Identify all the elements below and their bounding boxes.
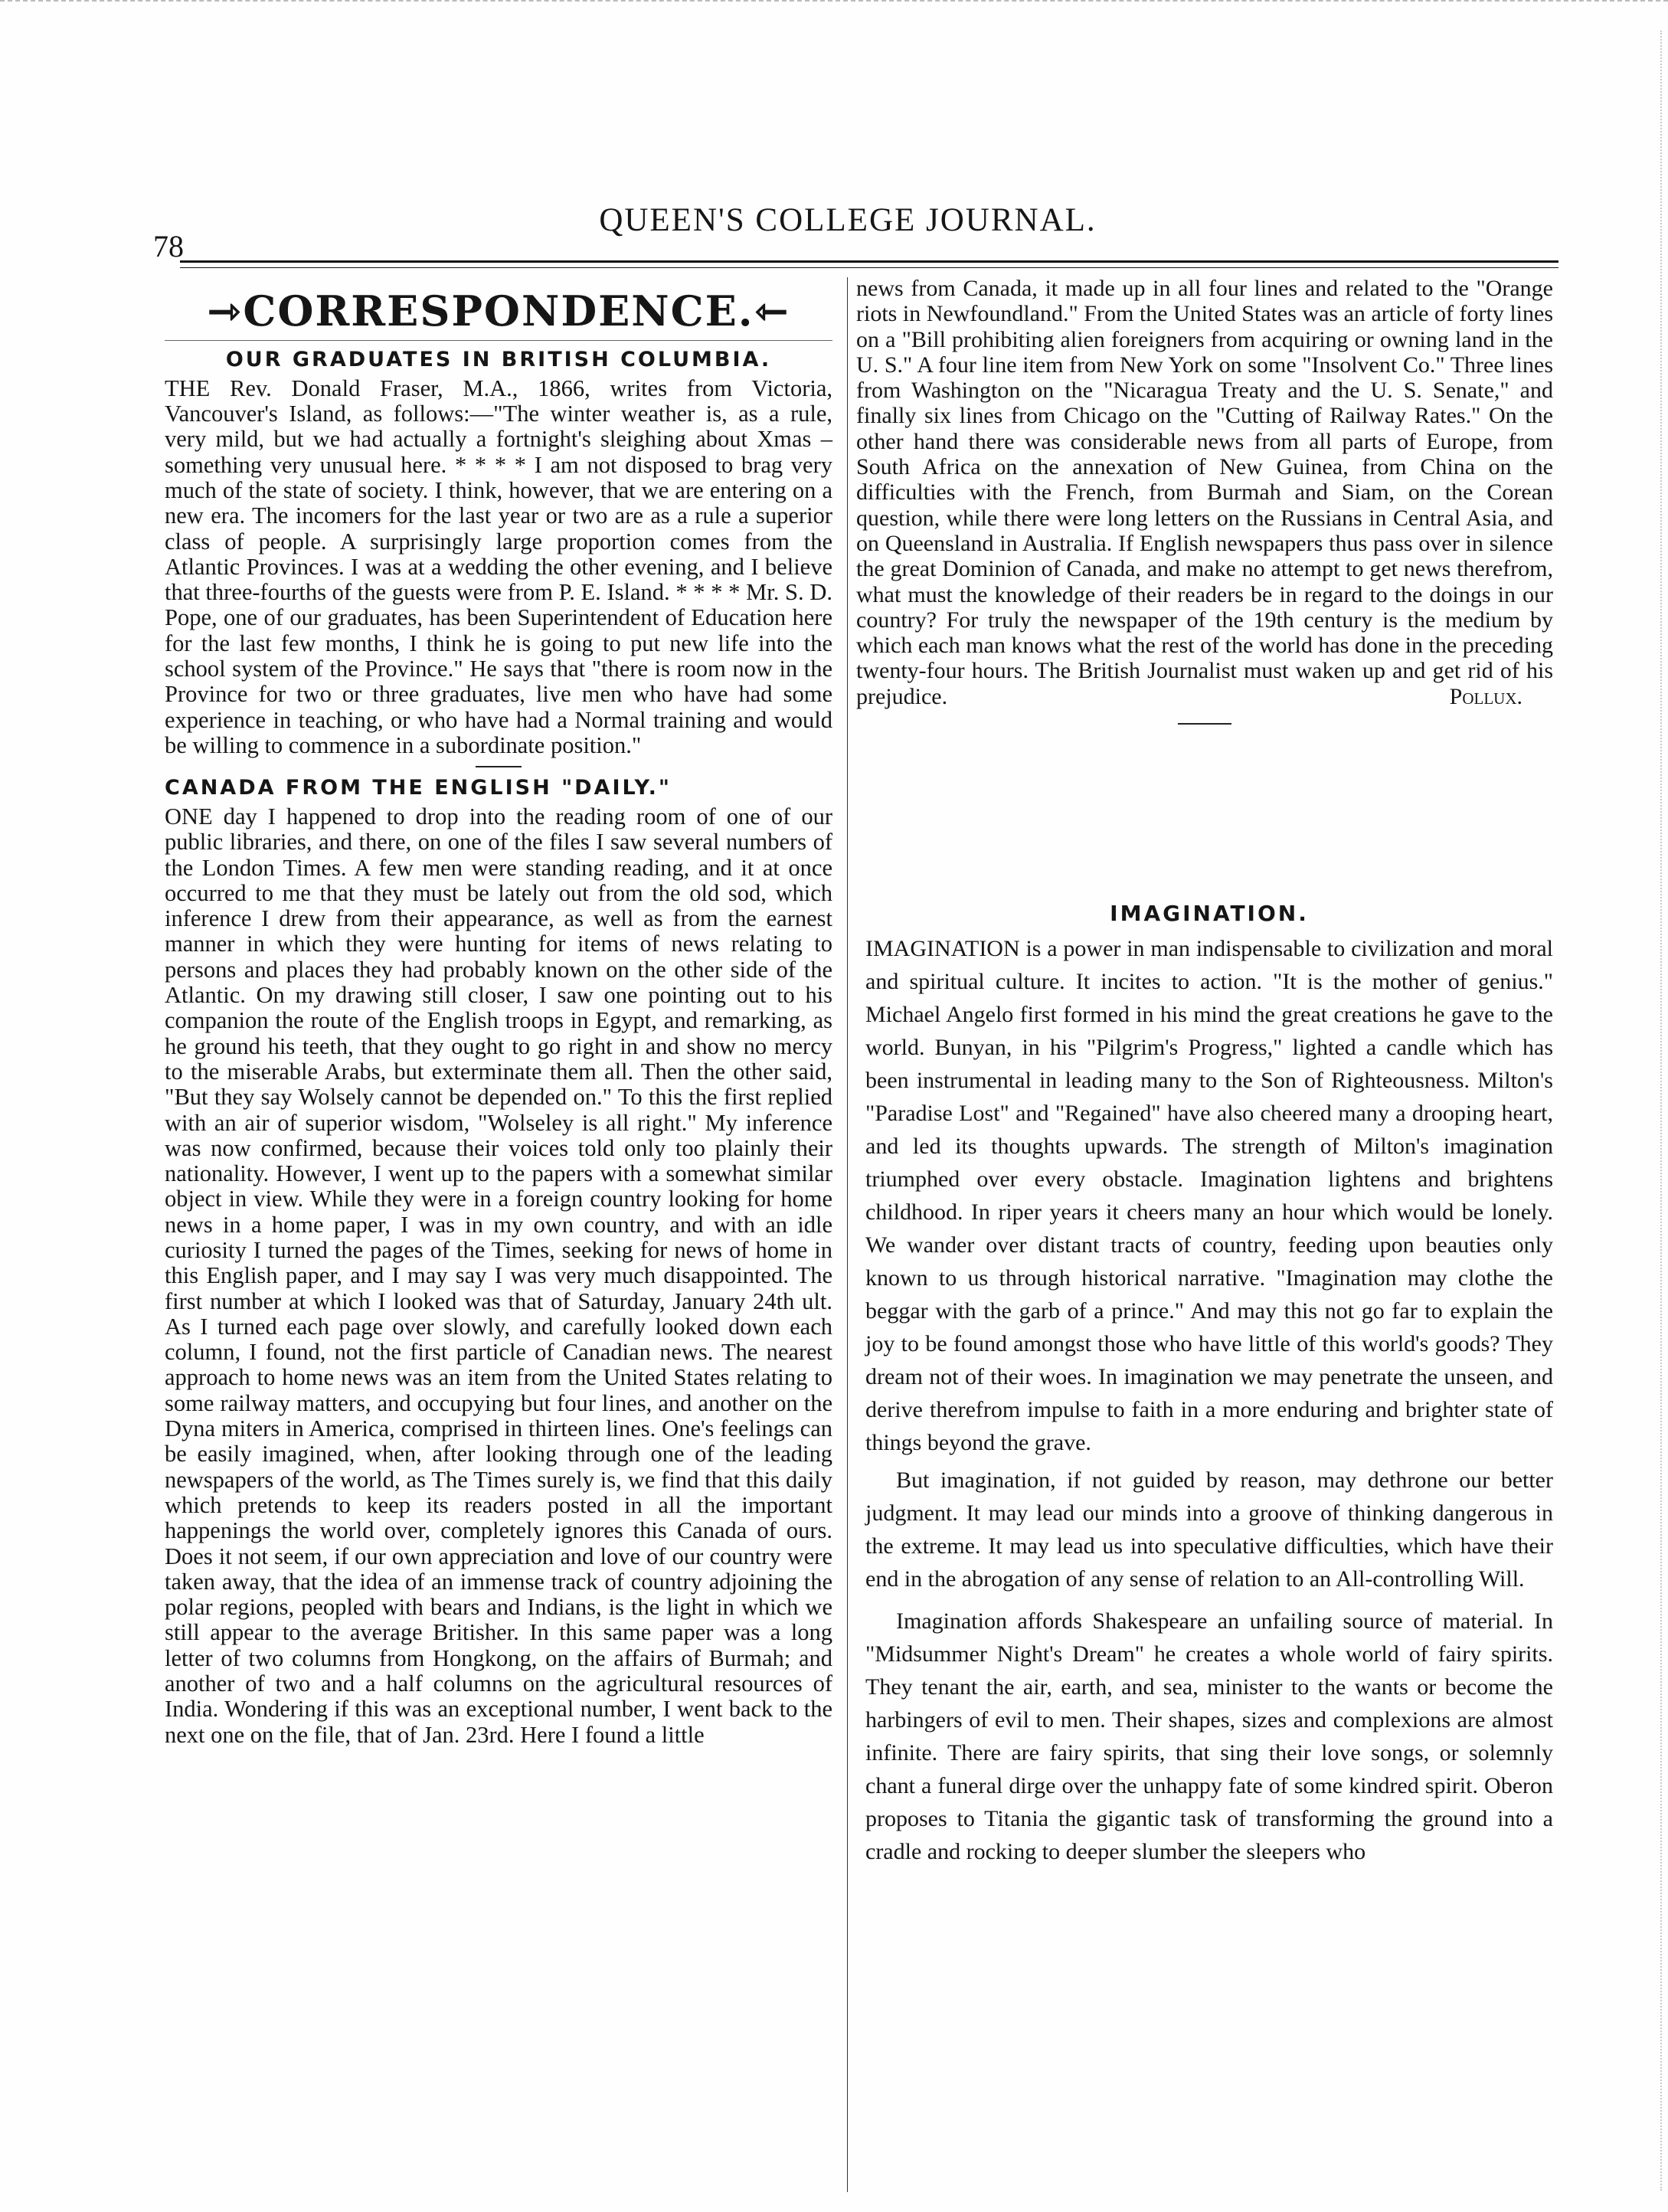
scan-top-edge bbox=[0, 0, 1668, 15]
journal-title: QUEEN'S COLLEGE JOURNAL. bbox=[599, 202, 1097, 238]
article-separator-right bbox=[1178, 723, 1231, 725]
article-body-graduates: THE Rev. Donald Fraser, M.A., 1866, writes from Victoria, Vancouver's Island, as follows:—"The winter weather is, as a rule, very mild, but we had actually a fortnight's sleighing about Xmas – something very unusual here. * * * * I am not disposed to brag very much of the state of society. I think, however, that we are entering on a new era. The incomers for the last year or two are as a rule a superior class of people. A surprisingly large proportion comes from the Atlantic Provinces. I was at a wedding the other evening, and I believe that three-fourths of the guests were from P. E. Island. * * * * Mr. S. D. Pope, one of our graduates, has been Superintendent of Education here for the last few months, I think he is going to put new life into the school system of the Province." He says that "there is room now in the Province for two or three graduates, live men who have had some experience in teaching, or who have had a Normal training and would be willing to commence in a subordinate position." bbox=[165, 375, 832, 758]
article-separator bbox=[476, 766, 522, 767]
left-column bbox=[165, 276, 832, 1748]
page-number: 78 bbox=[153, 229, 184, 263]
imagination-paragraph-3: Imagination affords Shakespeare an unfailing source of material. In "Midsummer Night's Dream" he creates a whole world of fairy spirits. They tenant the air, earth, and sea, minister to the wants or become the harbingers of evil to men. Their shapes, sizes and complexions are almost infinite. There are fairy spirits, that sing their love songs, or solemnly chant a funeral dirge over the unhappy fate of some kindred spirit. Oberon proposes to Titania the gigantic task of transforming the ground into a cradle and rocking to deeper slumber the sleepers who bbox=[865, 1608, 1553, 1864]
article-title-graduates: OUR GRADUATES IN BRITISH COLUMBIA. bbox=[225, 348, 772, 371]
scan-right-edge bbox=[1656, 31, 1662, 2191]
correspondence-heading: ⇾CORRESPONDENCE.⇽ bbox=[207, 286, 790, 335]
section-rule bbox=[165, 340, 832, 341]
imagination-paragraph-2: But imagination, if not guided by reason, may dethrone our better judgment. It may lead our minds into a groove of thinking dangerous in the extreme. It may lead us into speculative difficulties, which have their end in the abrogation of any sense of relation to an All-controlling Will. bbox=[865, 1468, 1553, 1592]
header-rule-thin bbox=[180, 267, 1558, 268]
author-signature: Pollux. bbox=[1449, 684, 1522, 710]
article-title-canada: CANADA FROM THE ENGLISH "DAILY." bbox=[165, 776, 672, 800]
article-body-canada-part2: news from Canada, it made up in all four lines and related to the "Orange riots in Newfoundland." From the United States was an article of forty lines on a "Bill prohibiting alien foreigners from acquiring or owning land in the U. S." A four line item from New York on some "Insolvent Co." Three lines from Washington on the "Nicaragua Treaty and the U. S. Senate," and finally six lines from Chicago on the "Cutting of Railway Rates." On the other hand there was considerable news from all parts of Europe, from South Africa on the annexation of New Guinea, from China on the difficulties with the French, from Burmah and Siam, on the Corean question, while there were long letters on the Russians in Central Asia, and on Queensland in Australia. If English newspapers thus pass over in silence the great Dominion of Canada, and make no attempt to get news therefrom, what must the knowledge of their readers be in regard to the doings in our country? For truly the newspaper of the 19th century is the medium by which each man knows what the rest of the world has done in the preceding twenty-four hours. The British Journalist must waken up and get rid of his prejudice. bbox=[856, 276, 1553, 709]
header-rule-thick bbox=[180, 260, 1558, 263]
imagination-paragraph-1: IMAGINATION is a power in man indispensable to civilization and moral and spiritual culture. It incites to action. "It is the mother of genius." Michael Angelo first formed in his mind the great creations he gave to the world. Bunyan, in his "Pilgrim's Progress," lighted a candle which has been instrumental in leading many to the Son of Righteousness. Milton's "Paradise Lost" and "Regained" have also cheered many a drooping heart, and led its thoughts upwards. The strength of Milton's imagination triumphed over every obstacle. Imagination lightens and brightens childhood. In riper years it cheers many an hour which would be lonely. We wander over distant tracts of country, feeding upon beauties only known to us through historical narrative. "Imagination may clothe the beggar with the garb of a prince." And may this not go far to explain the joy to be found amongst those who have little of this world's goods? They dream not of their woes. In imagination we may penetrate the unseen, and derive therefrom impulse to faith in a more enduring and brighter state of things beyond the grave. bbox=[865, 936, 1553, 1455]
page-header bbox=[147, 201, 1549, 263]
article-body-canada-part1: ONE day I happened to drop into the reading room of one of our public libraries, and there, on one of the files I saw several numbers of the London Times. A few men were standing reading, and it at once occurred to me that they must be lately out from the old sod, which inference I drew from their appearance, as well as from the earnest manner in which they were hunting for items of news relating to persons and places they had probably known on the other side of the Atlantic. On my drawing still closer, I saw one pointing out to his companion the route of the English troops in Egypt, and remarking, as he ground his teeth, that they ought to go right in and show no mercy to the miserable Arabs, but exterminate them all. Then the other said, "But they say Wolsely cannot be depended on." To this the first replied with an air of superior wisdom, "Wolseley is all right." My inference was now confirmed, because their voices told only too plainly their nationality. However, I went up to the papers with a somewhat similar object in view. While they were in a foreign country looking for home news in a home paper, I was in my own country, and with an idle curiosity I turned the pages of the Times, seeking for news of home in this English paper, and I may say I was very much disappointed. The first number at which I looked was that of Saturday, January 24th ult. As I turned each page over slowly, and carefully looked down each column, I found, not the first particle of Canadian news. The nearest approach to home news was an item from the United States relating to some railway matters, and occupying but four lines, and another on the Dyna miters in America, comprised in thirteen lines. One's feelings can be easily imagined, when, after looking through one of the leading newspapers of the world, as The Times surely is, we find that this daily which pretends to keep its readers posted in all the important happenings the world over, completely ignores this Canada of ours. Does it not seem, if our own appreciation and love of our country were taken away, that the idea of an immense track of country adjoining the polar regions, peopled with bears and Indians, is the light in which we still appear to the average Britisher. In this same paper was a long letter of two columns from Hongkong, on the affairs of Burmah; and another of two and a half columns on the agricultural resources of India. Wondering if this was an exceptional number, I went back to the next one on the file, that of Jan. 23rd. Here I found a little bbox=[165, 803, 832, 1748]
right-column-upper bbox=[856, 276, 1553, 743]
column-divider bbox=[847, 277, 848, 2192]
right-column-lower bbox=[865, 878, 1553, 1868]
article-title-imagination: IMAGINATION. bbox=[1110, 901, 1309, 926]
